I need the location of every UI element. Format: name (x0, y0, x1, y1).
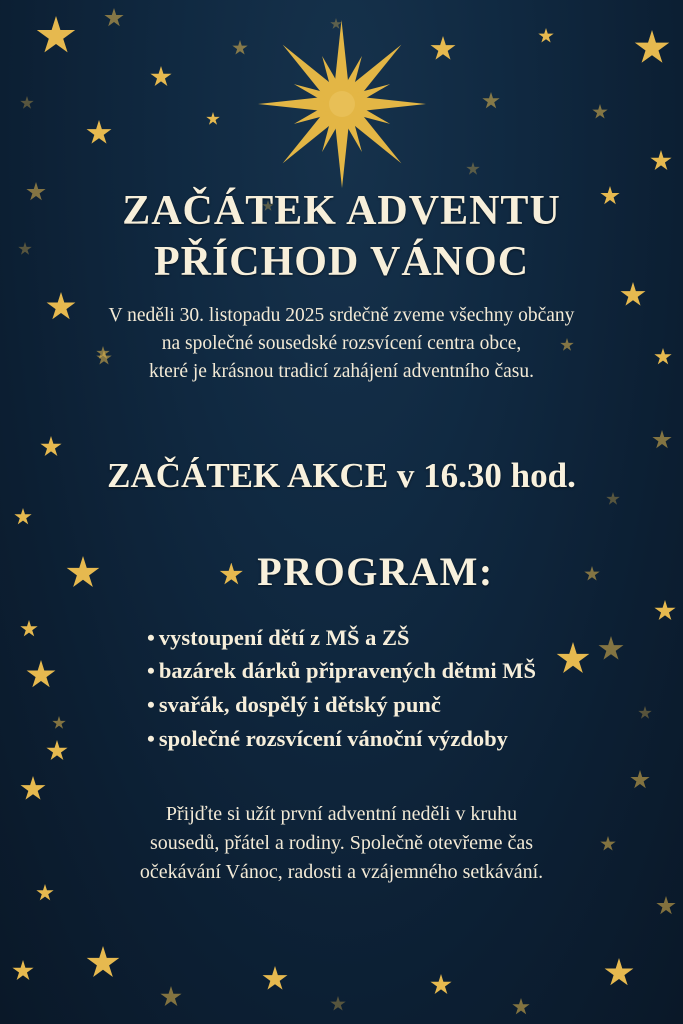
star-icon (656, 896, 676, 916)
program-heading-label: PROGRAM: (257, 548, 494, 594)
star-icon (592, 104, 608, 120)
star-burst-icon (257, 19, 427, 189)
list-item (147, 621, 536, 655)
star-icon (219, 563, 243, 587)
program-item-label: vystoupení dětí z MŠ a ZŠ (158, 624, 410, 650)
title-line-1: ZAČÁTEK ADVENTU (122, 188, 561, 234)
program-item-label: bazárek dárků připravených dětmi MŠ (158, 658, 536, 684)
star-icon (160, 986, 182, 1008)
bullet-glyph: • (147, 624, 155, 650)
star-icon (36, 884, 54, 902)
star-icon (262, 966, 288, 992)
star-icon (650, 150, 672, 172)
star-icon (86, 946, 120, 980)
star-icon (104, 8, 124, 28)
intro-line-3: které je krásnou tradicí zahájení adventního času. (149, 360, 534, 382)
bullet-glyph: • (147, 692, 155, 718)
star-icon (150, 66, 172, 88)
star-icon (512, 998, 530, 1016)
intro-line-2: na společné sousedské rozsvícení centra obce, (161, 333, 522, 355)
page-title (36, 186, 647, 288)
outro-line-1: Přijďte si užít první adventní neděli v kruhu (165, 802, 518, 825)
star-icon (330, 996, 346, 1012)
star-icon (232, 40, 248, 56)
bullet-glyph: • (147, 658, 155, 684)
program-item-label: svařák, dospělý i dětský punč (158, 692, 441, 718)
star-icon (86, 120, 112, 146)
program-item-label: společné rozsvícení vánoční výzdoby (158, 725, 508, 751)
star-icon (206, 112, 220, 126)
bullet-glyph: • (147, 725, 155, 751)
intro-paragraph (36, 302, 647, 385)
outro-paragraph (36, 800, 647, 887)
star-icon (538, 28, 554, 44)
outro-line-3: očekávání Vánoc, radosti a vzájemného setkávání. (139, 860, 544, 883)
list-item (147, 688, 536, 722)
title-line-2: PŘÍCHOD VÁNOC (153, 239, 530, 286)
list-item (147, 654, 536, 688)
star-icon (20, 96, 34, 110)
star-icon (430, 974, 452, 996)
star-icon (430, 36, 456, 62)
star-icon (482, 92, 500, 110)
program-heading (36, 548, 647, 595)
list-item (147, 722, 536, 756)
star-icon (12, 960, 34, 982)
poster-content (0, 186, 683, 887)
star-icon (466, 162, 480, 176)
intro-line-1: V neděli 30. listopadu 2025 srdečně zveme všechny občany (108, 305, 575, 327)
star-icon (36, 16, 76, 56)
program-list (147, 621, 536, 756)
star-icon (634, 30, 670, 66)
start-time-heading: ZAČÁTEK AKCE v 16.30 hod. (107, 455, 576, 495)
star-icon (604, 958, 634, 988)
outro-line-2: sousedů, přátel a rodiny. Společně otevřeme čas (149, 831, 534, 854)
